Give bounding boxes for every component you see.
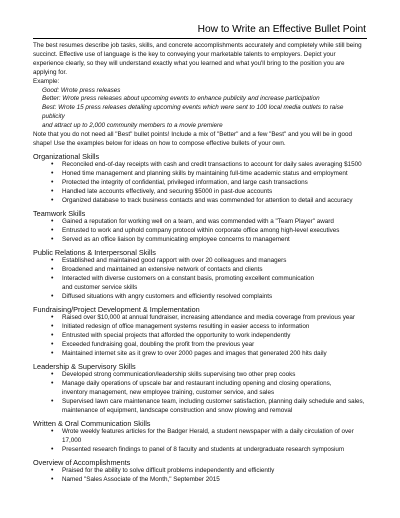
bullet-item-continued: maintenance of equipment, landscape construction and snow plowing and removal [62, 406, 293, 414]
bullet-list [33, 218, 367, 245]
bullet-item: • Established and maintained good rapport with over 20 colleagues and managers [33, 257, 367, 266]
section-title: Fundraising/Project Development & Implementation [33, 305, 200, 315]
skill-section [33, 248, 367, 302]
intro-note: Note that you do not need all "Best" bullet points! Include a mix of "Better" and a few "Best" and you will be in good shape! Use the examples below for ideas on how to compose effective bullets of your own. [33, 131, 353, 147]
bullet-list [33, 161, 367, 206]
example-label: Example: [33, 77, 60, 85]
section-title: Overview of Accomplishments [33, 457, 131, 467]
bullet-item: • Named "Sales Associate of the Month," September 2015 [33, 476, 367, 485]
bullet-item: • Diffused situations with angry customers and efficiently resolved complaints [33, 293, 367, 302]
bullet-item: • Honed time management and planning skills by maintaining full-time academic status and employment [33, 170, 367, 179]
section-title: Organizational Skills [33, 152, 100, 162]
bullet-item: • Entrusted with special projects that afforded the opportunity to work independently [33, 332, 367, 341]
bullet-item: • Developed strong communication/leadership skills supervising two other prep cooks [33, 371, 367, 380]
bullet-list [33, 371, 367, 416]
skill-section [33, 458, 367, 485]
skill-section [33, 152, 367, 206]
section-title: Written & Oral Communication Skills [33, 418, 151, 428]
bullet-item: • Manage daily operations of upscale bar and restaurant including opening and closing operations, [33, 380, 367, 389]
skill-section [33, 305, 367, 359]
bullet-item: • Exceeded fundraising goal, doubling the profit from the previous year [33, 341, 367, 350]
bullet-item: • Handled late accounts effectively, and securing $5000 in past-due accounts [33, 188, 367, 197]
bullet-list [33, 257, 367, 302]
bullet-item: • Wrote weekly features articles for the Badger Herald, a student newspaper with a daily circulation of over 17,000 [33, 428, 367, 446]
bullet-item: • Served as an office liaison by communicating employee concerns to management [33, 236, 367, 245]
bullet-item: • Protected the integrity of confidential, privileged information, and large cash transactions [33, 179, 367, 188]
bullet-list [33, 314, 367, 359]
example-good: Good: Wrote press releases [42, 86, 121, 94]
bullet-item: • Raised over $10,000 at annual fundraiser, increasing attendance and media coverage from previous year [33, 314, 367, 323]
bullet-list [33, 467, 367, 485]
example-best: Best: Wrote 15 press releases detailing upcoming events which were sent to 100 local media outlets to raise publicity [42, 104, 344, 121]
bullet-item-continued: inventory management, new employee training, customer service, and sales [62, 388, 275, 396]
bullet-item: • Broadened and maintained an extensive network of contacts and clients [33, 266, 367, 275]
bullet-item: • Presented research findings to panel of 8 faculty and students at undergraduate research symposium [33, 446, 367, 455]
example-best-continued: and attract up to 2,000 community members to a movie premiere [42, 122, 223, 130]
skill-section [33, 362, 367, 416]
document-title: How to Write an Effective Bullet Point [197, 24, 366, 35]
bullet-item: • Gained a reputation for working well on a team, and was commended with a "Team Player" award [33, 218, 367, 227]
skill-section [33, 419, 367, 455]
title-rule [33, 38, 367, 39]
bullet-item-continued: and customer service skills [62, 284, 138, 292]
bullet-item: • Initiated redesign of office management systems resulting in easier access to information [33, 323, 367, 332]
bullet-item: • Maintained internet site as it grew to over 2000 pages and images that generated 200 hits daily [33, 350, 367, 359]
bullet-item: • Entrusted to work and uphold company protocol within corporate office among high-level executives [33, 227, 367, 236]
bullet-item: • Praised for the ability to solve difficult problems independently and efficiently [33, 467, 367, 476]
section-title: Public Relations & Interpersonal Skills [33, 248, 156, 258]
section-title: Teamwork Skills [33, 208, 86, 218]
bullet-item: • Organized database to track business contacts and was commended for attention to detail and accuracy [33, 197, 367, 206]
skill-sections [33, 152, 367, 485]
bullet-item: • Supervised lawn care maintenance team, including customer satisfaction, planning daily schedule and sales, [33, 398, 367, 407]
document-body [33, 42, 367, 485]
bullet-list [33, 428, 367, 455]
skill-section [33, 209, 367, 245]
bullet-item: • Reconciled end-of-day receipts with cash and credit transactions to account for daily sales averaging $1500 [33, 161, 367, 170]
intro-paragraph: The best resumes describe job tasks, skills, and concrete accomplishments accurately and completely while still being succinct. Effective use of language is the key to conveying your marketable talents to employers. Depict your experience clearly, so they will understand exactly what you learned and what you'll bring to the position you are applying for. [33, 42, 362, 76]
example-better: Better: Wrote press releases about upcoming events to enhance publicity and increase participation [42, 95, 320, 103]
bullet-item: • Interacted with diverse customers on a constant basis, promoting excellent communication [33, 275, 367, 284]
section-title: Leadership & Supervisory Skills [33, 361, 136, 371]
